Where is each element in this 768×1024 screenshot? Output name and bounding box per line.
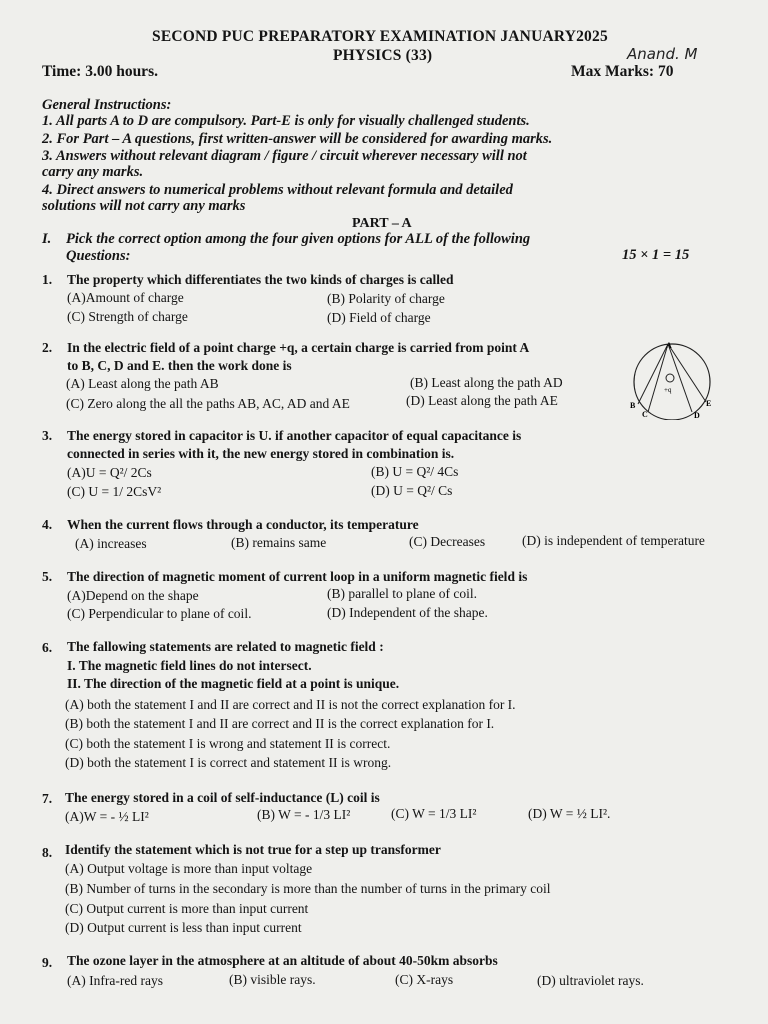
exam-title: SECOND PUC PREPARATORY EXAMINATION JANUARY2025 [152,28,608,45]
question-number: 4. [42,517,53,532]
question-text: to B, C, D and E. then the work done is [67,358,292,373]
max-marks-label: Max Marks: 70 [571,63,674,80]
option-d: (D) Field of charge [327,310,431,325]
label-b: B [630,401,636,410]
option-c: (C) U = 1/ 2CsV² [67,484,162,499]
option-d: (D) W = ½ LI². [528,806,611,821]
instruction-3: 3. Answers without relevant diagram / figure / circuit wherever necessary will not [42,148,527,164]
option-b: (B) both the statement I and II are correct and II is the correct explanation for I. [65,716,495,731]
question-number: 1. [42,272,53,287]
question-number: 9. [42,955,53,970]
option-b: (B) parallel to plane of coil. [327,586,477,601]
option-b: (B) Least along the path AD [410,375,563,390]
instruction-4: 4. Direct answers to numerical problems without relevant formula and detailed [42,182,513,198]
label-charge: +q [664,386,672,394]
option-c: (C) Output current is more than input current [65,901,309,916]
option-d: (D) is independent of temperature [522,533,705,548]
section-number: I. [42,231,52,247]
option-b: (B) W = - 1/3 LI² [257,807,351,822]
option-b: (B) remains same [231,535,327,550]
question-number: 5. [42,569,53,584]
option-d: (D) Output current is less than input current [65,920,302,935]
instructions-heading: General Instructions: [42,97,172,113]
option-c: (C) Zero along the all the paths AB, AC, AD and AE [66,396,350,411]
option-d: (D) U = Q²/ Cs [371,483,453,498]
option-a: (A) Least along the path AB [66,376,219,391]
statement-i: I. The magnetic field lines do not intersect. [67,658,312,673]
option-c: (C) Strength of charge [67,309,188,324]
question-text: The property which differentiates the two kinds of charges is called [67,272,454,287]
question-text: In the electric field of a point charge +q, a certain charge is carried from point A [67,340,530,355]
section-marks: 15 × 1 = 15 [622,247,690,263]
option-a: (A) Infra-red rays [67,973,163,988]
option-b: (B) Polarity of charge [327,291,445,306]
question-text: connected in series with it, the new energy stored in combination is. [67,446,455,461]
instruction-4-cont: solutions will not carry any marks [42,198,246,214]
option-c: (C) Decreases [409,534,486,549]
section-instruction-cont: Questions: [66,248,131,264]
subject-title: PHYSICS (33) [333,47,433,64]
option-a: (A)Depend on the shape [67,588,199,603]
option-d: (D) both the statement I is correct and statement II is wrong. [65,755,392,770]
option-a: (A) increases [75,536,147,551]
option-d: (D) ultraviolet rays. [537,973,644,988]
question-text: The direction of magnetic moment of current loop in a uniform magnetic field is [67,569,528,584]
time-label: Time: 3.00 hours. [42,63,158,80]
label-a: A [666,341,672,350]
instruction-2: 2. For Part – A questions, first written-answer will be considered for awarding marks. [42,131,553,147]
option-c: (C) Perpendicular to plane of coil. [67,606,252,621]
question-number: 7. [42,791,53,806]
path-ae [668,344,706,402]
question-number: 8. [42,845,53,860]
option-c: (C) W = 1/3 LI² [391,806,477,821]
option-a: (A)Amount of charge [67,290,184,305]
question-text: The fallowing statements are related to magnetic field : [67,639,384,654]
point-charge-figure [626,336,718,420]
label-e: E [706,399,712,408]
section-instruction: Pick the correct option among the four given options for ALL of the following [66,231,531,247]
part-title: PART – A [352,216,412,231]
question-text: The ozone layer in the atmosphere at an altitude of about 40-50km absorbs [67,953,498,968]
label-c: C [642,410,648,419]
path-ad [668,344,692,412]
option-b: (B) visible rays. [229,972,316,987]
question-text: The energy stored in a coil of self-inductance (L) coil is [65,790,380,805]
option-b: (B) Number of turns in the secondary is more than the number of turns in the primary coil [65,881,551,896]
statement-ii: II. The direction of the magnetic field at a point is unique. [67,676,400,691]
option-d: (D) Independent of the shape. [327,605,488,620]
charge-symbol [666,374,674,382]
instruction-3-cont: carry any marks. [42,164,144,180]
option-c: (C) X-rays [395,972,454,987]
question-text: Identify the statement which is not true for a step up transformer [65,842,441,857]
handwritten-name: Anand. M [627,45,698,63]
question-number: 6. [42,640,53,655]
option-a: (A)W = - ½ LI² [65,809,149,824]
question-number: 2. [42,340,53,355]
option-a: (A) both the statement I and II are correct and II is not the correct explanation for I. [65,697,516,712]
question-text: The energy stored in capacitor is U. if another capacitor of equal capacitance is [67,428,522,443]
option-c: (C) both the statement I is wrong and statement II is correct. [65,736,391,751]
option-b: (B) U = Q²/ 4Cs [371,464,459,479]
label-d: D [694,411,700,420]
option-d: (D) Least along the path AE [406,393,558,408]
option-a: (A)U = Q²/ 2Cs [67,465,152,480]
question-number: 3. [42,428,53,443]
instruction-1: 1. All parts A to D are compulsory. Part-E is only for visually challenged students. [42,113,530,129]
question-text: When the current flows through a conductor, its temperature [67,517,419,532]
option-a: (A) Output voltage is more than input voltage [65,861,313,876]
